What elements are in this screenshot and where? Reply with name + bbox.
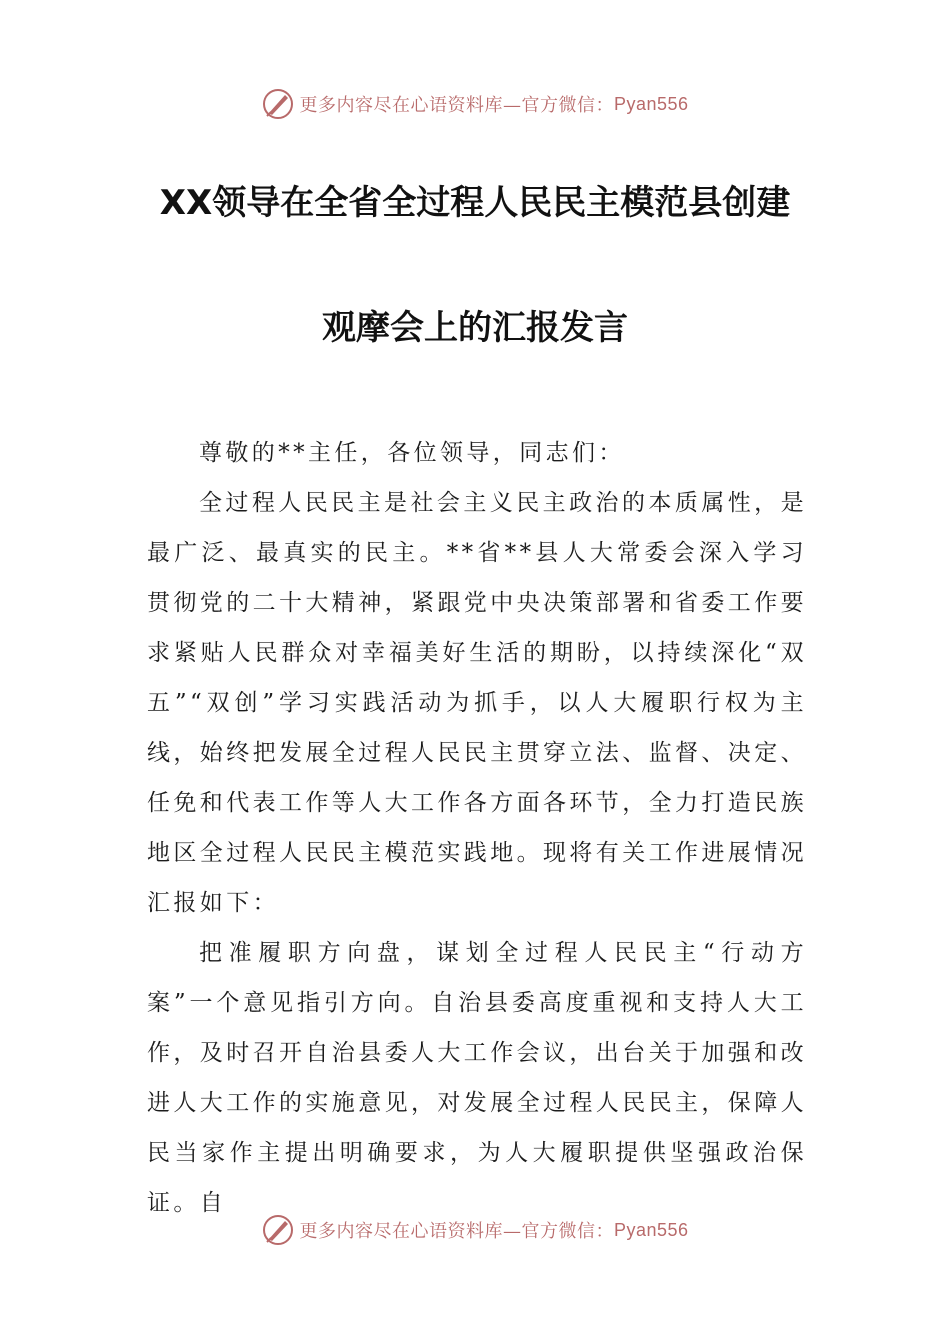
watermark-wechat-id: Pyan556 bbox=[613, 1219, 689, 1240]
watermark-wechat-id: Pyan556 bbox=[613, 93, 689, 114]
quill-logo-icon bbox=[261, 1213, 295, 1247]
watermark-text: 更多内容尽在心语资料库—官方微信： bbox=[299, 95, 614, 116]
document-title-line2: 观摩会上的汇报发言 bbox=[322, 308, 628, 348]
body-paragraph: 全过程人民民主是社会主义民主政治的本质属性，是最广泛、最真实的民主。**省**县人大常委会深入学习贯彻党的二十大精神，紧跟党中央决策部署和省委工作要求紧贴人民群众对幸福美好生活的期盼，以持续深化“双五”“双创”学习实践活动为抓手，以人大履职行权为主线，始终把发展全过程人民民主贯穿立法、监督、决定、任免和代表工作等人大工作各方面各环节，全力打造民族地区全过程人民民主模范实践地。现将有关工作进展情况汇报如下： bbox=[147, 490, 807, 916]
watermark-text: 更多内容尽在心语资料库—官方微信： bbox=[299, 1221, 614, 1242]
watermark-footer bbox=[0, 1208, 950, 1252]
body-paragraph: 把准履职方向盘，谋划全过程人民民主“行动方案”一个意见指引方向。自治县委高度重视和支持人大工作，及时召开自治县委人大工作会议，出台关于加强和改进人大工作的实施意见，对发展全过程人民民主，保障人民当家作主提出明确要求，为人大履职提供坚强政治保证。自 bbox=[147, 940, 807, 1216]
quill-logo-icon bbox=[261, 87, 295, 121]
document-title-line1: XX领导在全省全过程人民民主模范县创建 bbox=[159, 183, 791, 223]
document-body bbox=[147, 428, 807, 1228]
salutation-paragraph: 尊敬的**主任，各位领导，同志们： bbox=[199, 440, 625, 466]
watermark-header bbox=[0, 82, 950, 126]
